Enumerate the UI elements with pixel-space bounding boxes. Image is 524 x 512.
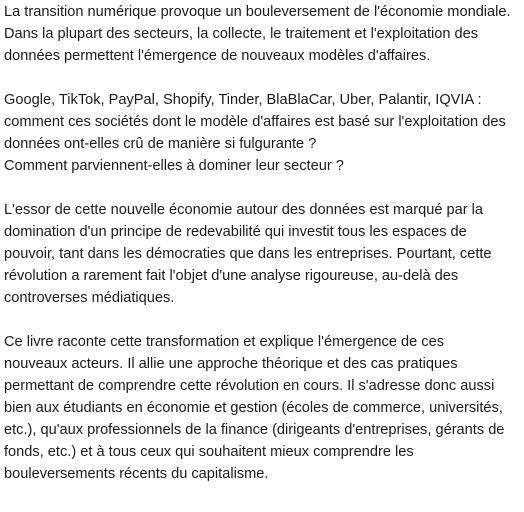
- paragraph-intro: [4, 1, 520, 67]
- text-line: bien aux étudiants en économie et gestion (écoles de commerce, universités,: [4, 400, 503, 416]
- text-line: révolution a rarement fait l'objet d'une analyse rigoureuse, au-delà des: [4, 268, 459, 284]
- text-line: etc.), qu'aux professionnels de la finance (dirigeants d'entreprises, gérants de: [4, 422, 505, 438]
- text-line: La transition numérique provoque un bouleversement de l'économie mondiale.: [4, 4, 511, 20]
- paragraph-questions: [4, 89, 520, 177]
- text-line: données permettent l'émergence de nouveaux modèles d'affaires.: [4, 48, 431, 64]
- text-line: permettant de comprendre cette révolution en cours. Il s'adresse donc aussi: [4, 378, 495, 394]
- text-line: fonds, etc.) et à tous ceux qui souhaitent mieux comprendre les: [4, 444, 414, 460]
- text-line: Comment parviennent-elles à dominer leur secteur ?: [4, 158, 344, 174]
- paragraph-book-summary: [4, 331, 520, 485]
- text-line: données ont-elles crû de manière si fulgurante ?: [4, 136, 317, 152]
- text-line: nouveaux acteurs. Il allie une approche théorique et des cas pratiques: [4, 356, 458, 372]
- text-line: controverses médiatiques.: [4, 290, 175, 306]
- text-line: Dans la plupart des secteurs, la collecte, le traitement et l'exploitation des: [4, 26, 479, 42]
- text-line: Ce livre raconte cette transformation et explique l'émergence de ces: [4, 334, 445, 350]
- text-line: Google, TikTok, PayPal, Shopify, Tinder, BlaBlaCar, Uber, Palantir, IQVIA :: [4, 92, 482, 108]
- text-line: L'essor de cette nouvelle économie autour des données est marqué par la: [4, 202, 484, 218]
- paragraph-context: [4, 199, 520, 309]
- book-description: [4, 1, 520, 507]
- text-line: domination d'un principe de redevabilité qui investit tous les espaces de: [4, 224, 467, 240]
- text-line: pouvoir, tant dans les démocraties que dans les entreprises. Pourtant, cette: [4, 246, 492, 262]
- text-line: comment ces sociétés dont le modèle d'affaires est basé sur l'exploitation des: [4, 114, 506, 130]
- text-line: bouleversements récents du capitalisme.: [4, 466, 269, 482]
